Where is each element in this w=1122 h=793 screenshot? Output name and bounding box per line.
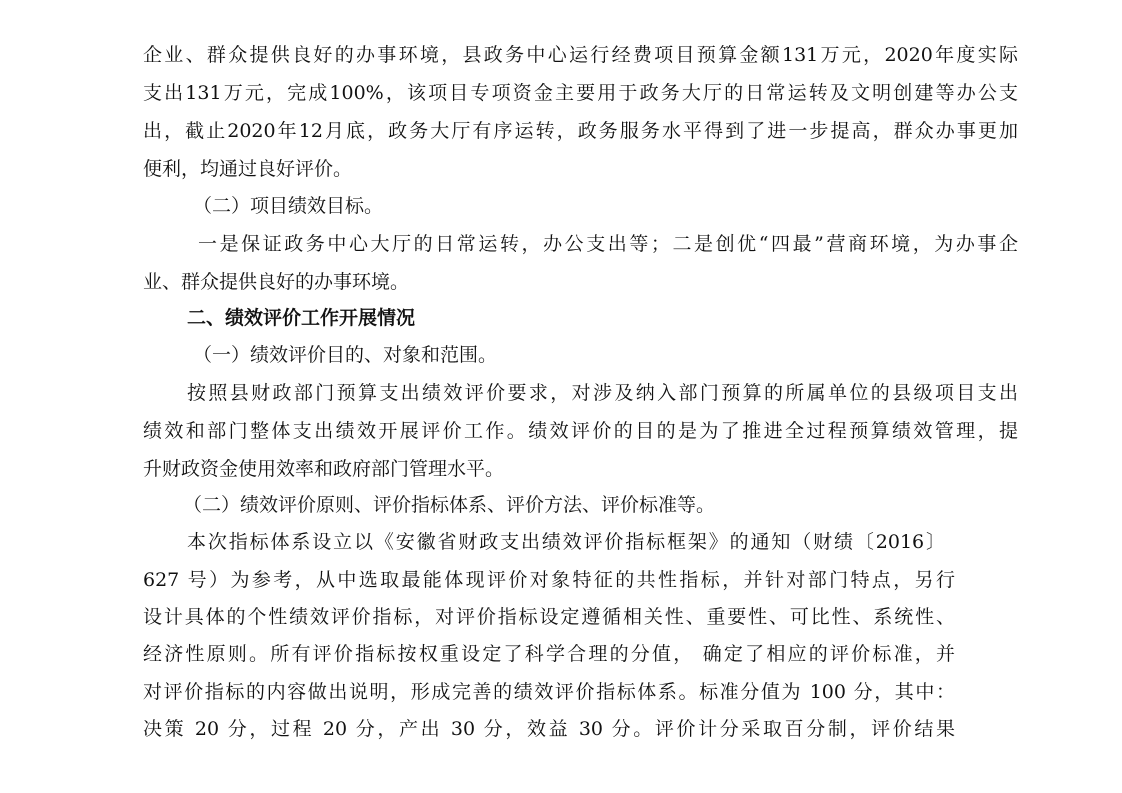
paragraph-line-12: 升财政资金使用效率和政府部门管理水平。 xyxy=(143,458,505,480)
subheading-evaluation-purpose: （一）绩效评价目的、对象和范围。 xyxy=(193,344,498,366)
paragraph-line-1: 企业、群众提供良好的办事环境，县政务中心运行经费项目预算金额131万元，2020年度实际 xyxy=(143,44,1018,66)
paragraph-line-4: 便利，均通过良好评价。 xyxy=(143,158,353,180)
paragraph-line-10: 按照县财政部门预算支出绩效评价要求，对涉及纳入部门预算的所属单位的县级项目支出 xyxy=(187,382,1018,404)
paragraph-line-18: 对评价指标的内容做出说明，形成完善的绩效评价指标体系。标准分值为 100 分，其中： xyxy=(143,681,955,703)
paragraph-line-7: 业、群众提供良好的办事环境。 xyxy=(143,271,410,293)
paragraph-line-17: 经济性原则。所有评价指标按权重设定了科学合理的分值， 确定了相应的评价标准，并 xyxy=(143,643,955,665)
paragraph-line-14: 本次指标体系设立以《安徽省财政支出绩效评价指标框架》的通知（财绩〔2016〕 xyxy=(187,531,945,553)
paragraph-line-11: 绩效和部门整体支出绩效开展评价工作。绩效评价的目的是为了推进全过程预算绩效管理，提 xyxy=(143,420,1018,442)
section-heading-2: 二、绩效评价工作开展情况 xyxy=(187,307,416,329)
subheading-project-goals: （二）项目绩效目标。 xyxy=(193,195,384,217)
paragraph-line-16: 设计具体的个性绩效评价指标，对评价指标设定遵循相关性、重要性、可比性、系统性、 xyxy=(143,606,955,628)
paragraph-line-6: 一是保证政务中心大厅的日常运转，办公支出等；二是创优“四最”营商环境，为办事企 xyxy=(198,233,1018,255)
paragraph-line-2: 支出131万元，完成100%，该项目专项资金主要用于政务大厅的日常运转及文明创建等办公支 xyxy=(143,82,1018,104)
subheading-evaluation-principles: （二）绩效评价原则、评价指标体系、评价方法、评价标准等。 xyxy=(183,494,716,516)
paragraph-line-3: 出，截止2020年12月底，政务大厅有序运转，政务服务水平得到了进一步提高，群众办事更加 xyxy=(143,120,1018,142)
paragraph-line-15: 627 号）为参考，从中选取最能体现评价对象特征的共性指标，并针对部门特点，另行 xyxy=(143,569,955,591)
paragraph-line-19: 决策 20 分，过程 20 分，产出 30 分，效益 30 分。评价计分采取百分制，评价结果 xyxy=(143,718,955,740)
